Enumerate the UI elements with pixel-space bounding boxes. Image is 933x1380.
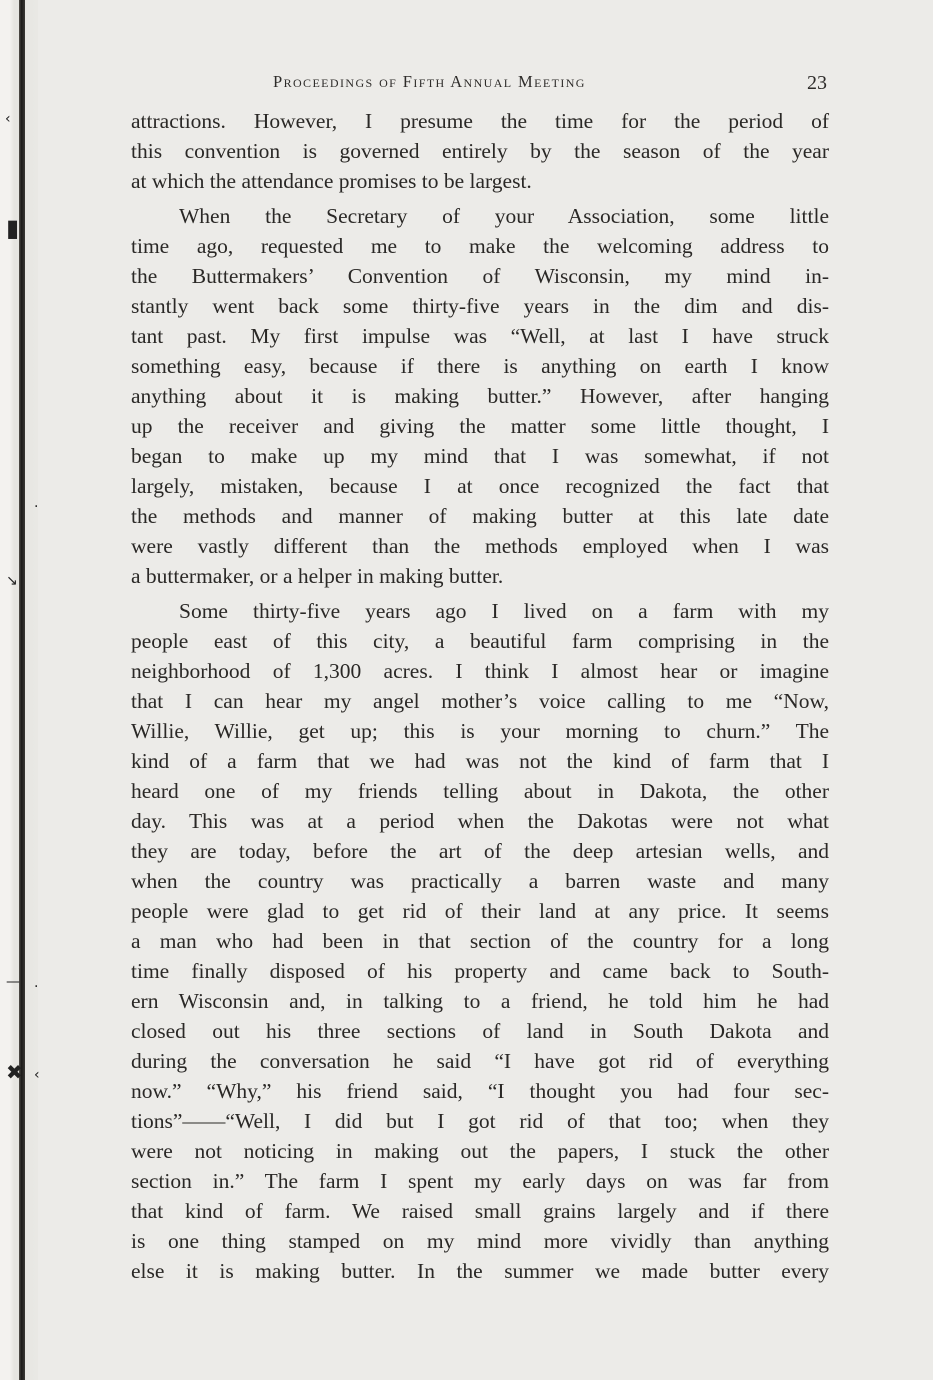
text-line: section in.” The farm I spent my early days on was far from (131, 1169, 829, 1193)
binding-gutter-line (19, 0, 25, 1380)
text-line: stantly went back some thirty-five years in the dim and dis- (131, 294, 829, 318)
text-line: people were glad to get rid of their land at any price. It seems (131, 899, 829, 923)
text-line: up the receiver and giving the matter some little thought, I (131, 414, 829, 438)
text-line: at which the attendance promises to be largest. (131, 169, 532, 193)
text-line: this convention is governed entirely by the season of the year (131, 139, 829, 163)
margin-mark: ↘ (6, 573, 18, 589)
text-line: that I can hear my angel mother’s voice calling to me “Now, (131, 689, 829, 713)
text-line: the methods and manner of making butter at this late date (131, 504, 829, 528)
text-line: heard one of my friends telling about in Dakota, the other (131, 779, 829, 803)
margin-mark: ✖ (6, 1060, 23, 1084)
body-text (131, 106, 829, 1286)
text-line: now.” “Why,” his friend said, “I thought you had four sec- (131, 1079, 829, 1103)
text-line: when the country was practically a barren waste and many (131, 869, 829, 893)
page-header (131, 72, 827, 96)
text-line: Some thirty-five years ago I lived on a farm with my (179, 599, 829, 623)
text-line: began to make up my mind that I was somewhat, if not (131, 444, 829, 468)
text-line: When the Secretary of your Association, some little (179, 204, 829, 228)
text-line: closed out his three sections of land in South Dakota and (131, 1019, 829, 1043)
text-line: the Buttermakers’ Convention of Wisconsin, my mind in- (131, 264, 829, 288)
text-line: is one thing stamped on my mind more vividly than anything (131, 1229, 829, 1253)
text-line: tions”——“Well, I did but I got rid of that too; when they (131, 1109, 829, 1133)
page-number: 23 (807, 72, 827, 94)
text-line: were not noticing in making out the papers, I stuck the other (131, 1139, 829, 1163)
text-line: people east of this city, a beautiful farm comprising in the (131, 629, 829, 653)
margin-mark: ‹ (5, 111, 11, 127)
margin-mark: ‹ (34, 1067, 40, 1083)
running-head: Proceedings of Fifth Annual Meeting (273, 72, 586, 91)
text-line: a man who had been in that section of the country for a long (131, 929, 829, 953)
text-line: day. This was at a period when the Dakotas were not what (131, 809, 829, 833)
text-line: a buttermaker, or a helper in making butter. (131, 564, 504, 588)
margin-mark: · (34, 979, 39, 995)
margin-mark: · (34, 499, 39, 515)
paragraph (131, 196, 829, 591)
text-line: that kind of farm. We raised small grains largely and if there (131, 1199, 829, 1223)
text-line: time ago, requested me to make the welcoming address to (131, 234, 829, 258)
text-line: they are today, before the art of the deep artesian wells, and (131, 839, 829, 863)
paragraph (131, 591, 829, 1286)
text-line: something easy, because if there is anything on earth I know (131, 354, 829, 378)
text-line: ern Wisconsin and, in talking to a friend, he told him he had (131, 989, 829, 1013)
text-line: Willie, Willie, get up; this is your morning to churn.” The (131, 719, 829, 743)
margin-mark: ▮ (6, 214, 20, 242)
text-line: anything about it is making butter.” However, after hanging (131, 384, 829, 408)
text-line: kind of a farm that we had was not the kind of farm that I (131, 749, 829, 773)
text-line: time finally disposed of his property and came back to South- (131, 959, 829, 983)
text-line: during the conversation he said “I have got rid of everything (131, 1049, 829, 1073)
margin-mark: — (6, 974, 20, 990)
text-line: neighborhood of 1,300 acres. I think I almost hear or imagine (131, 659, 829, 683)
text-line: largely, mistaken, because I at once recognized the fact that (131, 474, 829, 498)
paragraph (131, 106, 829, 196)
text-line: attractions. However, I presume the time for the period of (131, 109, 829, 133)
text-line: else it is making butter. In the summer we made butter every (131, 1259, 829, 1283)
text-line: tant past. My first impulse was “Well, at last I have struck (131, 324, 829, 348)
text-line: were vastly different than the methods employed when I was (131, 534, 829, 558)
